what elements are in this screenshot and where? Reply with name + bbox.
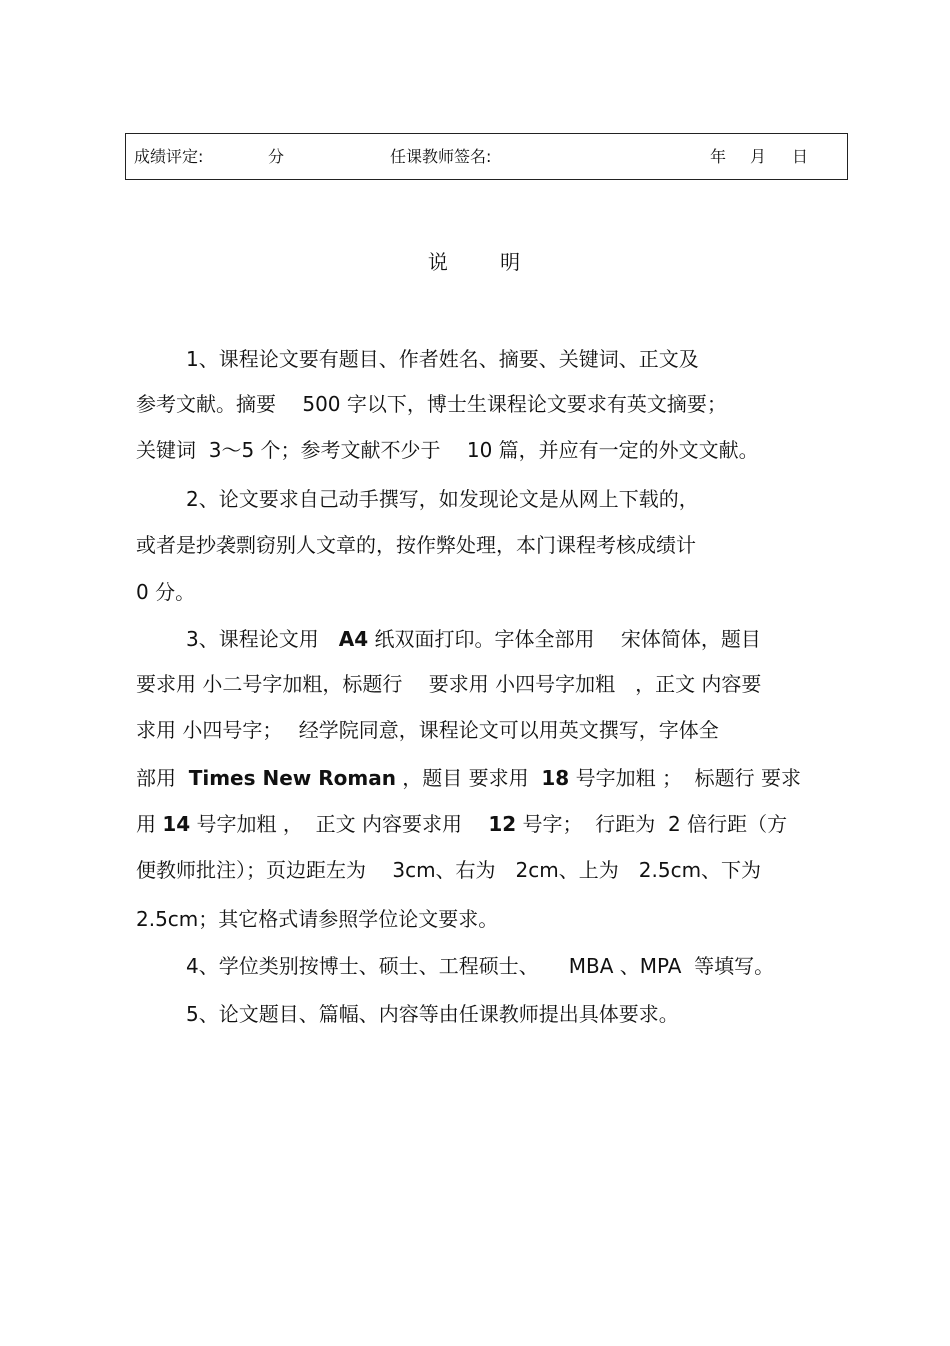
note-3-text: ，题目 要求用 (395, 766, 542, 790)
note-3-text: 部用 (136, 766, 189, 790)
note-3-bold: 14 (162, 812, 191, 836)
note-3-bold: 18 (541, 766, 570, 790)
note-3-text: 号字； 行距为 2 倍行距（方 (516, 812, 788, 836)
note-3-bold: 12 (488, 812, 517, 836)
note-3-bold: Times New Roman (188, 766, 396, 790)
day-label: 日 (792, 147, 809, 166)
note-3-line-1 (186, 625, 761, 653)
note-3-line-7: 2.5cm；其它格式请参照学位论文要求。 (136, 907, 499, 931)
note-3-bold: A4 (338, 627, 369, 651)
grade-label: 成绩评定: (134, 147, 204, 166)
note-3-text: 用 (136, 812, 163, 836)
note-5: 5、论文题目、篇幅、内容等由任课教师提出具体要求。 (186, 1002, 679, 1026)
year-label: 年 (710, 147, 727, 166)
note-2-line-3: 0 分。 (136, 580, 196, 604)
grade-box (125, 133, 848, 180)
note-3-text: 号字加粗 ； 标题行 要求 (569, 766, 802, 790)
note-3-line-6: 便教师批注）；页边距左为 3cm、右为 2cm、上为 2.5cm、下为 (136, 858, 762, 882)
note-1-line-2: 参考文献。摘要 500 字以下，博士生课程论文要求有英文摘要； (136, 392, 727, 416)
note-3-line-3: 求用 小四号字； 经学院同意，课程论文可以用英文撰写，字体全 (136, 718, 719, 742)
note-3-text: 号字加粗 ， 正文 内容要求用 (190, 812, 489, 836)
note-1-line-3: 关键词 3～5 个；参考文献不少于 10 篇，并应有一定的外文文献。 (136, 438, 759, 462)
note-3-text: 3、课程论文用 (186, 627, 339, 651)
month-label: 月 (750, 147, 767, 166)
title-char-2: 明 (500, 250, 523, 274)
note-2-line-1: 2、论文要求自己动手撰写，如发现论文是从网上下载的， (186, 487, 699, 511)
note-3-text: 纸双面打印。字体全部用 宋体简体，题目 (368, 627, 761, 651)
note-4: 4、学位类别按博士、硕士、工程硕士、 MBA 、MPA 等填写。 (186, 954, 775, 978)
note-2-line-2: 或者是抄袭剽窃别人文章的，按作弊处理，本门课程考核成绩计 (136, 533, 696, 557)
title-char-1: 说 (427, 250, 450, 274)
signature-label: 任课教师签名: (390, 147, 492, 166)
page-title (0, 249, 950, 275)
note-1-line-1: 1、课程论文要有题目、作者姓名、摘要、关键词、正文及 (186, 347, 699, 371)
score-unit: 分 (268, 147, 285, 166)
note-3-line-4 (136, 764, 801, 792)
note-3-line-2: 要求用 小二号字加粗，标题行 要求用 小四号字加粗 ，正文 内容要 (136, 672, 762, 696)
note-3-line-5 (136, 810, 787, 838)
